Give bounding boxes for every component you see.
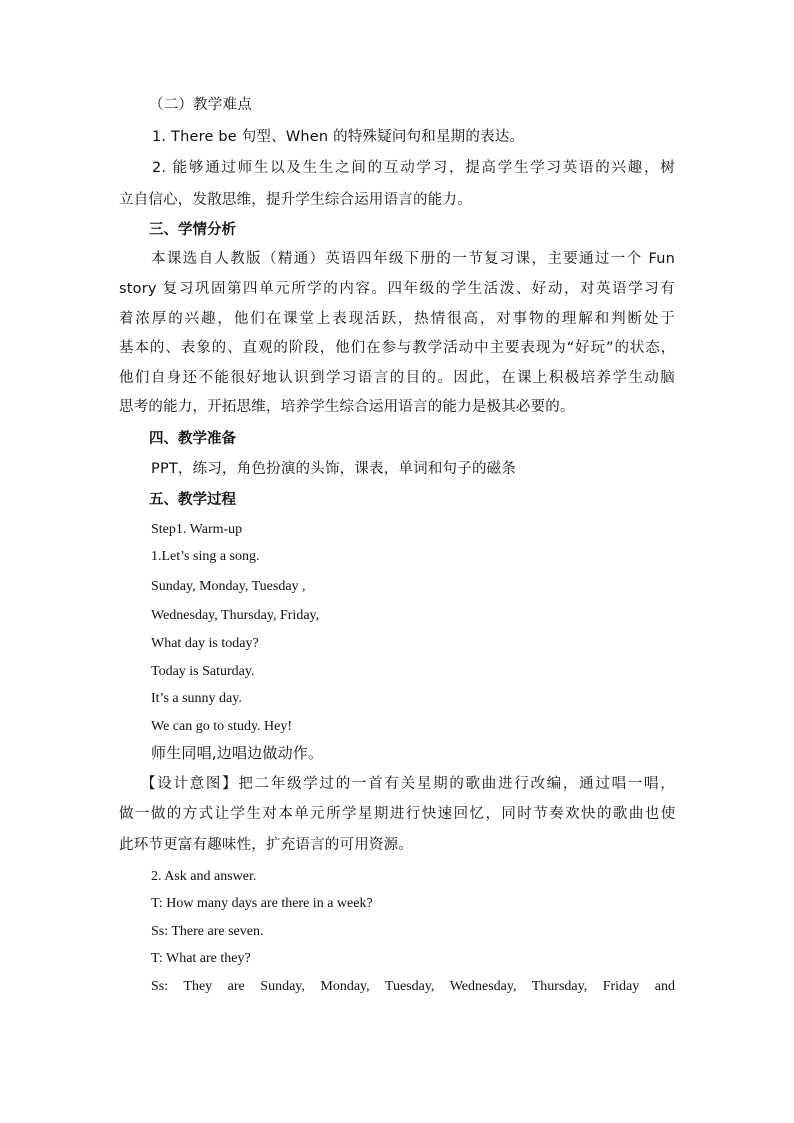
analysis-paragraph-line-3: 着浓厚的兴趣，他们在课堂上表现活跃，热情很高，对事物的理解和判断处于 [119, 310, 675, 327]
analysis-paragraph-line-2: story 复习巩固第四单元所学的内容。四年级的学生活泼、好动，对英语学习有 [119, 280, 675, 297]
analysis-paragraph-line-4: 基本的、表象的、直观的阶段，他们在参与教学活动中主要表现为“好玩”的状态， [119, 340, 675, 357]
design-intent-line-1: 【设计意图】把二年级学过的一首有关星期的歌曲进行改编，通过唱一唱， [141, 775, 675, 792]
dialogue-line-1: T: How many days are there in a week? [151, 896, 373, 912]
dialogue-line-3: T: What are they? [151, 951, 251, 967]
song-line-4: Today is Saturday. [151, 663, 255, 679]
heading-student-analysis: 三、学情分析 [149, 222, 236, 239]
song-line-5: It’s a sunny day. [151, 691, 242, 707]
heading-teaching-preparation: 四、教学准备 [149, 430, 236, 447]
dialogue-line-4: Ss: They are Sunday, Monday, Tuesday, Wednesday, Thursday, Friday and [151, 979, 675, 995]
step1-title: Step1. Warm-up [151, 521, 243, 537]
analysis-paragraph-line-1: 本课选自人教版（精通）英语四年级下册的一节复习课，主要通过一个 Fun [151, 251, 675, 268]
analysis-paragraph-line-6: 思考的能力，开拓思维，培养学生综合运用语言的能力是极其必要的。 [119, 399, 575, 416]
dialogue-line-2: Ss: There are seven. [151, 923, 264, 939]
ask-and-answer-title: 2. Ask and answer. [151, 868, 257, 884]
analysis-paragraph-line-5: 他们自身还不能很好地认识到学习语言的目的。因此，在课上积极培养学生动脑 [119, 369, 675, 386]
document-page [119, 92, 675, 1001]
song-line-6: We can go to study. Hey! [151, 718, 293, 734]
difficulty-item-1: 1. There be 句型、When 的特殊疑问句和星期的表达。 [152, 128, 525, 145]
difficulty-item-2-continued: 立自信心，发散思维，提升学生综合运用语言的能力。 [119, 191, 472, 208]
song-line-1: Sunday, Monday, Tuesday , [151, 578, 306, 594]
design-intent-line-2: 做一做的方式让学生对本单元所学星期进行快速回忆，同时节奏欢快的歌曲也使 [119, 806, 675, 823]
song-line-2: Wednesday, Thursday, Friday, [151, 608, 320, 624]
song-title: 1.Let’s sing a song. [151, 549, 260, 565]
subheading-teaching-difficulties: （二）教学难点 [149, 97, 252, 113]
song-action-note: 师生同唱,边唱边做动作。 [151, 744, 324, 763]
song-line-3: What day is today? [151, 635, 259, 651]
heading-teaching-process: 五、教学过程 [149, 491, 236, 508]
difficulty-item-2: 2. 能够通过师生以及生生之间的互动学习，提高学生学习英语的兴趣，树 [152, 160, 675, 177]
design-intent-line-3: 此环节更富有趣味性，扩充语言的可用资源。 [119, 837, 413, 854]
preparation-content: PPT，练习，角色扮演的头饰，课表，单词和句子的磁条 [151, 460, 517, 477]
